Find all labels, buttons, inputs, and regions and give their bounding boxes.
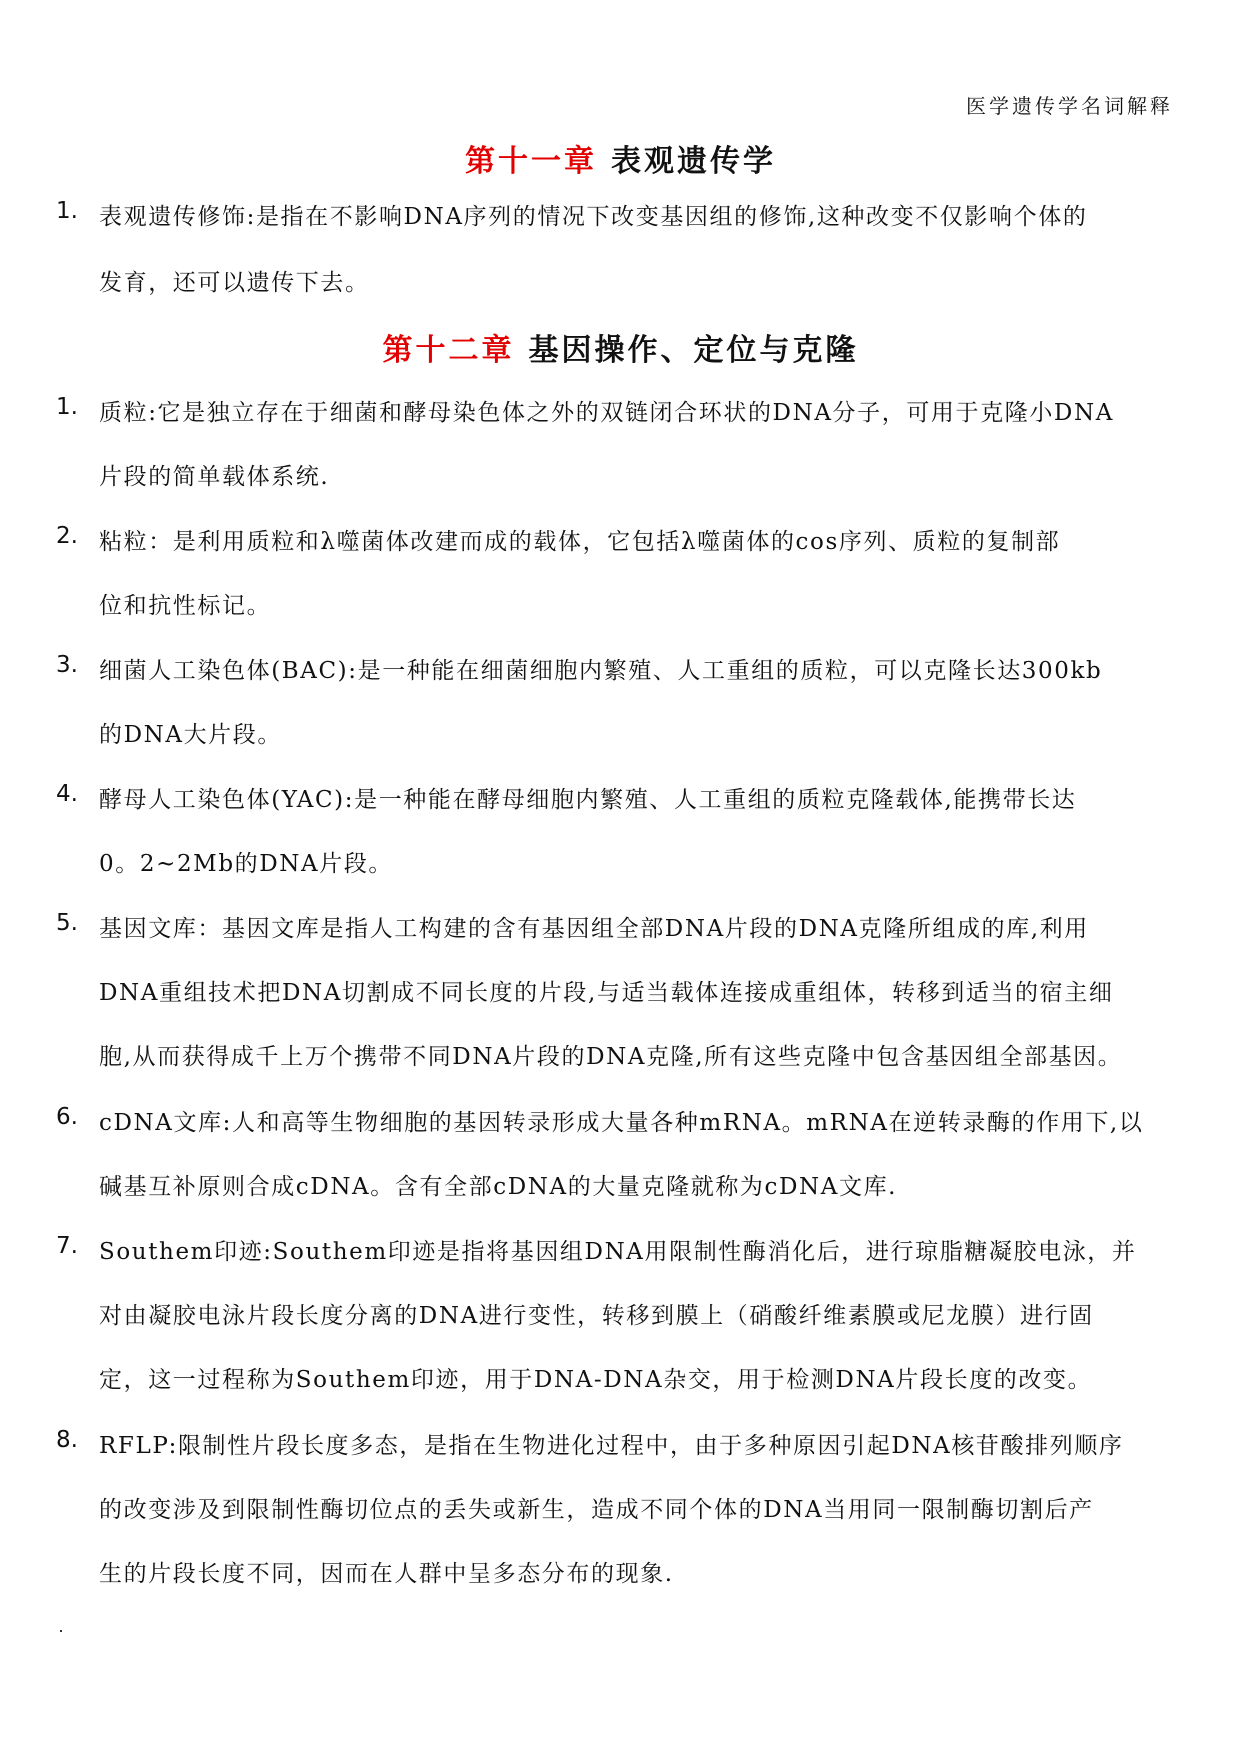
entry-text-line: 位和抗性标记。 (99, 593, 272, 619)
entry-text-line: 质粒:它是独立存在于细菌和酵母染色体之外的双链闭合环状的DNA分子，可用于克隆小DNA (99, 400, 1114, 426)
stray-dot (60, 1630, 62, 1632)
entry-text-line: cDNA文库:人和高等生物细胞的基因转录形成大量各种mRNA。mRNA在逆转录酶的作用下,以 (99, 1110, 1144, 1136)
chapter-heading (0, 325, 1241, 369)
entry-number: 6. (56, 1104, 78, 1130)
entry-text-line: 片段的简单载体系统. (99, 464, 330, 490)
chapter-number: 第十二章 (382, 333, 515, 368)
entry-text-line: 生的片段长度不同，因而在人群中呈多态分布的现象. (99, 1561, 674, 1587)
entry-number: 5. (56, 910, 78, 936)
entry-text-line: 酵母人工染色体(YAC):是一种能在酵母细胞内繁殖、人工重组的质粒克隆载体,能携带长达 (99, 787, 1077, 813)
entry-number: 4. (56, 781, 78, 807)
entry-text-line: 定，这一过程称为Southem印迹，用于DNA-DNA杂交，用于检测DNA片段长度的改变。 (99, 1367, 1093, 1393)
entry-text-line: 基因文库：基因文库是指人工构建的含有基因组全部DNA片段的DNA克隆所组成的库,利用 (99, 916, 1089, 942)
entry-text-line: 表观遗传修饰:是指在不影响DNA序列的情况下改变基因组的修饰,这种改变不仅影响个体的 (99, 204, 1088, 230)
chapter-number: 第十一章 (465, 144, 597, 179)
entry-text-line: Southem印迹:Southem印迹是指将基因组DNA用限制性酶消化后，进行琼脂糖凝胶电泳，并 (99, 1239, 1137, 1265)
running-header: 医学遗传学名词解释 (966, 94, 1173, 118)
entry-text-line: 碱基互补原则合成cDNA。含有全部cDNA的大量克隆就称为cDNA文库. (99, 1174, 898, 1200)
entry-text-line: 的DNA大片段。 (99, 722, 282, 748)
chapter-title: 基因操作、定位与克隆 (528, 333, 859, 368)
chapter-heading (0, 136, 1241, 180)
entry-number: 7. (56, 1233, 78, 1259)
entry-number: 1. (56, 394, 78, 420)
entry-text-line: 0。2~2Mb的DNA片段。 (99, 851, 394, 877)
entry-text-line: 细菌人工染色体(BAC):是一种能在细菌细胞内繁殖、人工重组的质粒，可以克隆长达300kb (99, 658, 1103, 684)
entry-number: 8. (56, 1427, 78, 1453)
entry-text-line: RFLP:限制性片段长度多态，是指在生物进化过程中，由于多种原因引起DNA核苷酸排列顺序 (99, 1433, 1124, 1459)
entry-text-line: 的改变涉及到限制性酶切位点的丢失或新生，造成不同个体的DNA当用同一限制酶切割后产 (99, 1497, 1094, 1523)
entry-number: 3. (56, 652, 78, 678)
entry-text-line: 对由凝胶电泳片段长度分离的DNA进行变性，转移到膜上（硝酸纤维素膜或尼龙膜）进行固 (99, 1303, 1094, 1329)
entry-text-line: DNA重组技术把DNA切割成不同长度的片段,与适当载体连接成重组体，转移到适当的宿主细 (99, 980, 1114, 1006)
entry-text-line: 粘粒：是利用质粒和λ噬菌体改建而成的载体，它包括λ噬菌体的cos序列、质粒的复制部 (99, 529, 1061, 555)
entry-text-line: 发育，还可以遗传下去。 (99, 270, 370, 296)
entry-number: 2. (56, 523, 78, 549)
entry-text-line: 胞,从而获得成千上万个携带不同DNA片段的DNA克隆,所有这些克隆中包含基因组全部基因。 (99, 1044, 1123, 1070)
chapter-title: 表观遗传学 (611, 144, 776, 179)
entry-number: 1. (56, 198, 78, 224)
